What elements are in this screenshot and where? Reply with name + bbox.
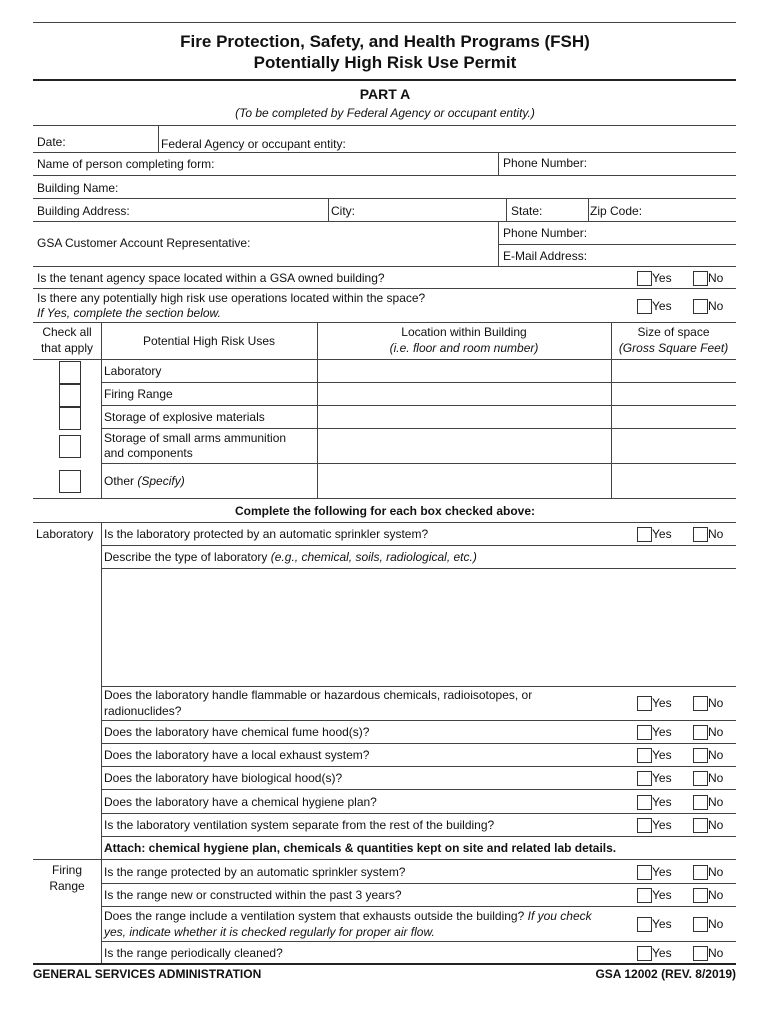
range-new-yes-checkbox[interactable] [637,888,652,903]
range-new-no-checkbox[interactable] [693,888,708,903]
high-risk-yes-checkbox[interactable] [637,299,652,314]
range-section-label-2: Range [49,879,85,893]
lab-bio-no-checkbox[interactable] [693,771,708,786]
range-cleaned-yes-checkbox[interactable] [637,946,652,961]
gsa-owned-no-checkbox[interactable] [693,271,708,286]
top-rule [33,22,736,23]
date-input[interactable] [38,148,156,151]
col-size-header-2: (Gross Square Feet) [618,341,729,355]
range-new-question: Is the range new or constructed within the past 3 years? [104,888,402,902]
rep-phone-label: Phone Number: [503,226,588,240]
lab-description-textarea[interactable] [102,569,735,685]
range-sprinkler-question: Is the range protected by an automatic sprinkler system? [104,865,406,879]
high-risk-no-checkbox[interactable] [693,299,708,314]
check-firing-range-checkbox[interactable] [59,384,81,407]
name-label: Name of person completing form: [37,157,215,171]
form-title: Fire Protection, Safety, and Health Programs (FSH) [180,32,590,51]
range-sprinkler-no-checkbox[interactable] [693,865,708,880]
date-label: Date: [37,135,66,149]
complete-heading: Complete the following for each box checked above: [234,504,536,518]
col-size-header-1: Size of space [637,325,710,339]
lab-attach-note: Attach: chemical hygiene plan, chemicals & quantities kept on site and related lab details. [104,841,617,855]
lab-hygiene-no-checkbox[interactable] [693,795,708,810]
building-name-label: Building Name: [37,181,119,195]
use-ammunition-line2: and components [104,446,193,460]
gsa-owned-question: Is the tenant agency space located within a GSA owned building? [37,271,385,285]
lab-fume-yes-checkbox[interactable] [637,725,652,740]
lab-ventilation-question: Is the laboratory ventilation system separate from the rest of the building? [104,818,495,832]
lab-bio-yes-checkbox[interactable] [637,771,652,786]
use-ammunition-line1: Storage of small arms ammunition [104,431,287,445]
lab-flammable-no-checkbox[interactable] [693,696,708,711]
check-explosives-checkbox[interactable] [59,407,81,430]
form-subtitle: Potentially High Risk Use Permit [253,53,517,72]
zip-label: Zip Code: [590,204,643,218]
lab-exhaust-question: Does the laboratory have a local exhaust system? [104,748,370,762]
part-instruction: (To be completed by Federal Agency or occupant entity.) [235,106,535,120]
col-uses-header: Potential High Risk Uses [142,334,276,348]
building-address-label: Building Address: [37,204,130,218]
agency-label: Federal Agency or occupant entity: [161,137,346,151]
title-rule [33,79,736,81]
state-label: State: [511,204,543,218]
lab-hygiene-question: Does the laboratory have a chemical hygiene plan? [104,795,377,809]
range-section-label-1: Firing [51,863,82,877]
phone-label: Phone Number: [503,156,588,170]
col-check-header-2: that apply [40,341,94,355]
footer-rule [33,963,736,965]
lab-bio-question: Does the laboratory have biological hood(s)? [104,771,343,785]
col-location-header-2: (i.e. floor and room number) [389,341,539,355]
range-vent-yes-checkbox[interactable] [637,917,652,932]
lab-flammable-yes-checkbox[interactable] [637,696,652,711]
lab-ventilation-no-checkbox[interactable] [693,818,708,833]
check-ammunition-checkbox[interactable] [59,435,81,458]
high-risk-question: Is there any potentially high risk use operations located within the space? [37,291,426,305]
range-cleaned-no-checkbox[interactable] [693,946,708,961]
lab-sprinkler-no-checkbox[interactable] [693,527,708,542]
check-laboratory-checkbox[interactable] [59,361,81,384]
gsa-rep-label: GSA Customer Account Representative: [37,236,251,250]
lab-section-label: Laboratory [36,527,94,541]
lab-ventilation-yes-checkbox[interactable] [637,818,652,833]
lab-describe-label: Describe the type of laboratory (e.g., chemical, soils, radiological, etc.) [104,550,477,564]
gsa-owned-yes-checkbox[interactable] [637,271,652,286]
rep-email-label: E-Mail Address: [503,249,588,263]
use-explosives: Storage of explosive materials [104,410,265,424]
lab-fume-question: Does the laboratory have chemical fume hood(s)? [104,725,370,739]
lab-exhaust-yes-checkbox[interactable] [637,748,652,763]
footer-form-id: GSA 12002 (REV. 8/2019) [595,967,736,981]
range-vent-question-line2: yes, indicate whether it is checked regularly for proper air flow. [104,925,435,939]
lab-sprinkler-question: Is the laboratory protected by an automatic sprinkler system? [104,527,429,541]
range-sprinkler-yes-checkbox[interactable] [637,865,652,880]
footer-agency: GENERAL SERVICES ADMINISTRATION [33,967,262,981]
lab-fume-no-checkbox[interactable] [693,725,708,740]
part-label: PART A [359,86,411,102]
high-risk-note: If Yes, complete the section below. [37,306,221,320]
check-other-checkbox[interactable] [59,470,81,493]
use-laboratory: Laboratory [104,364,162,378]
range-cleaned-question: Is the range periodically cleaned? [104,946,283,960]
lab-flammable-question-line2: radionuclides? [104,704,182,718]
col-location-header-1: Location within Building [401,325,527,339]
range-vent-question-line1: Does the range include a ventilation system that exhausts outside the building? If you check [104,909,592,923]
city-label: City: [331,204,355,218]
lab-hygiene-yes-checkbox[interactable] [637,795,652,810]
use-other: Other (Specify) [104,474,185,488]
use-firing-range: Firing Range [104,387,173,401]
lab-exhaust-no-checkbox[interactable] [693,748,708,763]
lab-flammable-question-line1: Does the laboratory handle flammable or hazardous chemicals, radioisotopes, or [104,688,533,702]
col-check-header-1: Check all [42,325,92,339]
range-vent-no-checkbox[interactable] [693,917,708,932]
lab-sprinkler-yes-checkbox[interactable] [637,527,652,542]
